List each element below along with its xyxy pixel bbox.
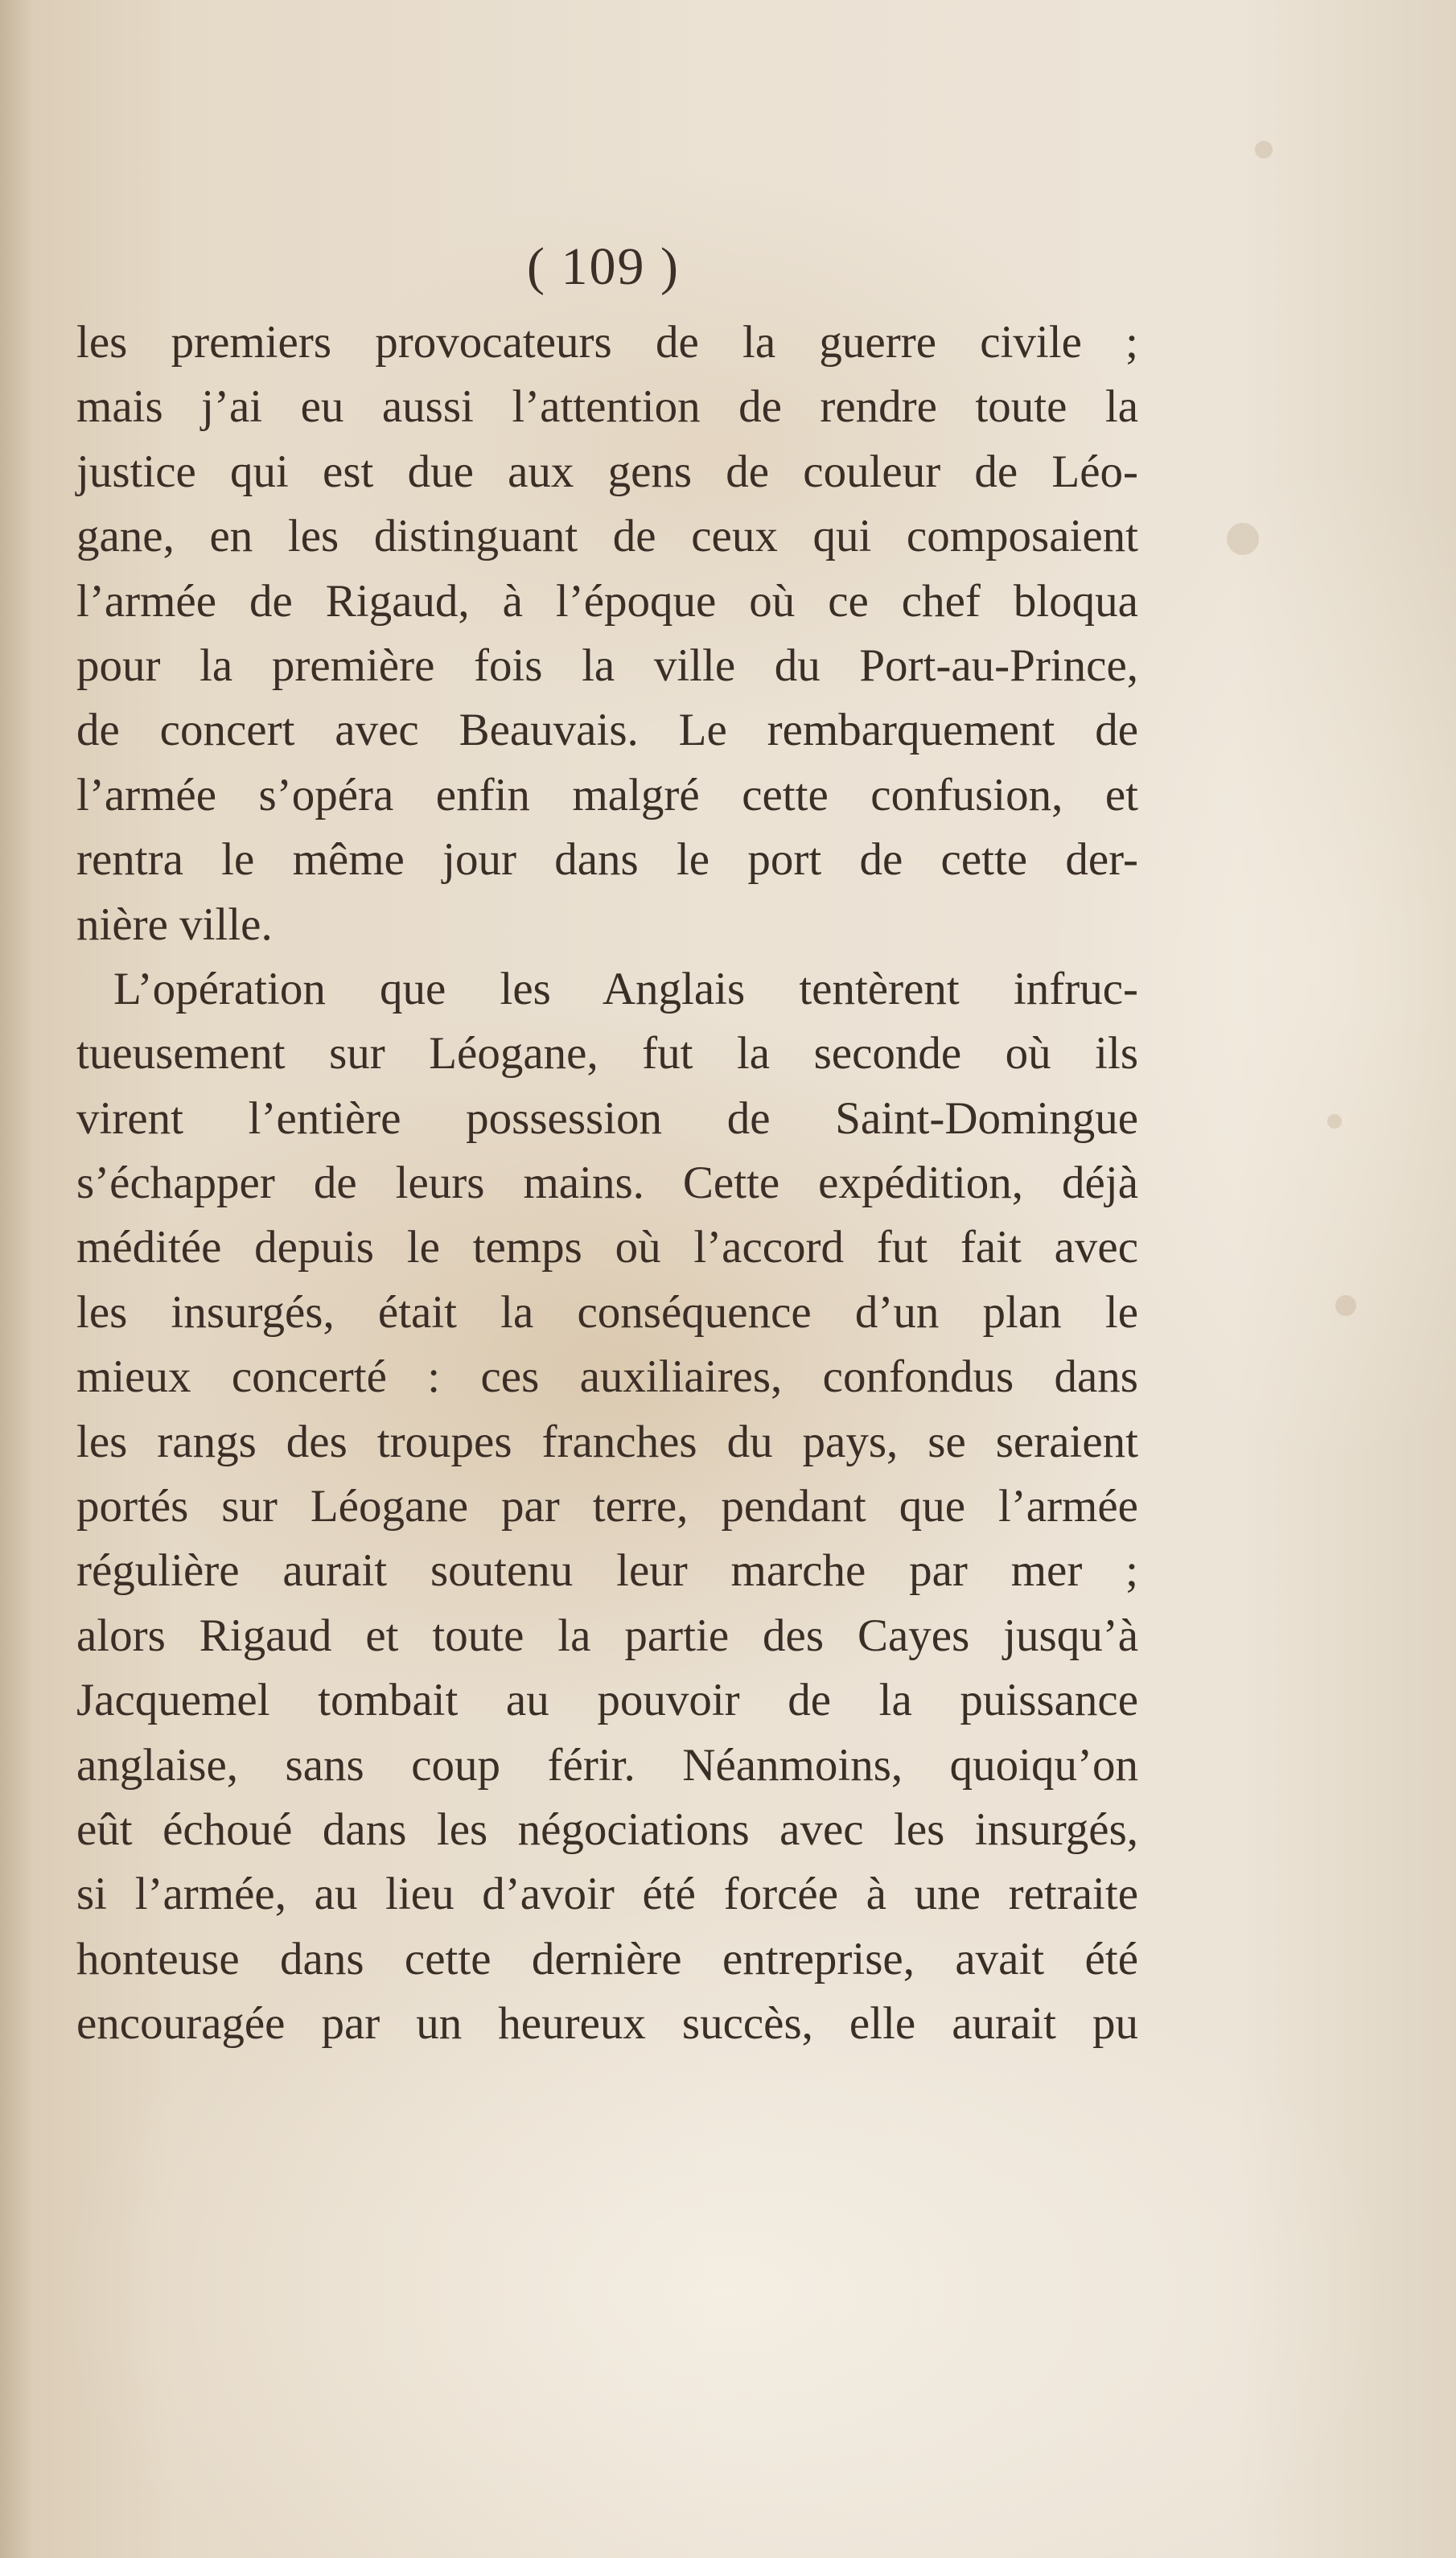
text-line: gane, en les distinguant de ceux qui composaient (76, 511, 1138, 562)
text-line: alors Rigaud et toute la partie des Cayes jusqu’à (76, 1610, 1138, 1661)
text-line: s’échapper de leurs mains. Cette expédition, déjà (76, 1158, 1138, 1209)
text-line: l’armée s’opéra enfin malgré cette confusion, et (76, 769, 1138, 820)
paper-foxing-spot (1327, 1114, 1342, 1129)
text-line: eût échoué dans les négociations avec les insurgés, (76, 1803, 1138, 1855)
page-number: ( 109 ) (527, 237, 680, 296)
text-line: L’opération que les Anglais tentèrent infruc- (113, 963, 1138, 1014)
text-line: les rangs des troupes franches du pays, se seraient (76, 1416, 1138, 1467)
text-line: nière ville. (76, 899, 273, 950)
text-line: virent l’entière possession de Saint-Domingue (76, 1092, 1138, 1144)
text-line: mieux concerté : ces auxiliaires, confondus dans (76, 1351, 1138, 1403)
text-line: les insurgés, était la conséquence d’un plan le (76, 1286, 1138, 1338)
page-edge-shadow (0, 0, 32, 2558)
text-line: méditée depuis le temps où l’accord fut fait avec (76, 1222, 1138, 1273)
paper-foxing-spot (1227, 523, 1259, 555)
text-line: si l’armée, au lieu d’avoir été forcée à une retraite (76, 1869, 1138, 1920)
text-line: pour la première fois la ville du Port-au-Prince, (76, 640, 1138, 691)
paper-foxing-spot (1335, 1295, 1356, 1316)
text-line: de concert avec Beauvais. Le rembarquement de (76, 705, 1138, 756)
text-line: portés sur Léogane par terre, pendant que l’armée (76, 1481, 1138, 1532)
text-line: régulière aurait soutenu leur marche par mer ; (76, 1545, 1138, 1597)
text-line: l’armée de Rigaud, à l’époque où ce chef bloqua (76, 575, 1138, 627)
text-line: mais j’ai eu aussi l’attention de rendre toute la (76, 381, 1138, 433)
body-text (76, 310, 1138, 2057)
text-line: encouragée par un heureux succès, elle aurait pu (76, 1998, 1138, 2050)
text-line: anglaise, sans coup férir. Néanmoins, quoiqu’on (76, 1739, 1138, 1791)
paper-foxing-spot (1255, 141, 1273, 158)
text-line: honteuse dans cette dernière entreprise, avait été (76, 1933, 1138, 1984)
text-line: rentra le même jour dans le port de cette der- (76, 834, 1138, 886)
text-line: Jacquemel tombait au pouvoir de la puissance (76, 1675, 1138, 1726)
text-line: tueusement sur Léogane, fut la seconde où ils (76, 1028, 1138, 1080)
text-line: les premiers provocateurs de la guerre civile ; (76, 317, 1138, 368)
text-line: justice qui est due aux gens de couleur de Léo- (76, 446, 1138, 497)
